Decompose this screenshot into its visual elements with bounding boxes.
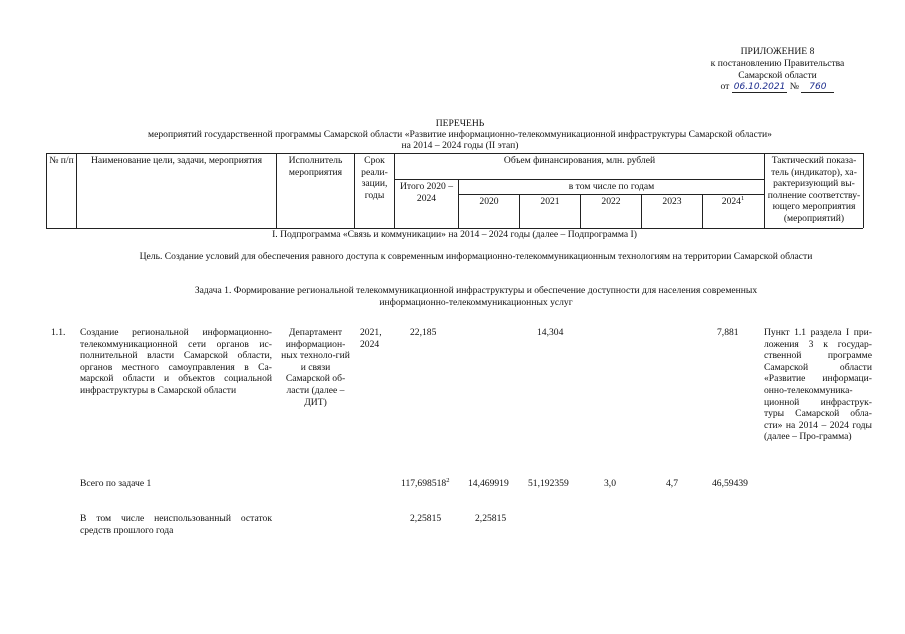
appendix-date-line: от 06.10.2021 № 760	[690, 81, 865, 94]
total-row-2020: 14,469919	[468, 478, 509, 489]
heading: ПЕРЕЧЕНЬ	[435, 118, 485, 129]
col-header-2023: 2023	[662, 196, 682, 207]
col-header-total: Итого 2020 – 2024	[399, 181, 454, 204]
appendix-title: ПРИЛОЖЕНИЕ 8	[740, 46, 815, 57]
col-header-num: № п/п	[49, 155, 74, 166]
goal-text: Цель. Создание условий для обеспечения равного доступа к современным информационно-телекоммуникационным технологиям на территории Самарской области	[139, 251, 813, 262]
subtitle: мероприятий государственной программы Самарской области «Развитие информационно-телекоммуникационной инфраструктуры Самарской области»	[148, 129, 772, 141]
appendix-line1: к постановлению Правительства	[710, 57, 845, 69]
subprogram-title: I. Подпрограмма «Связь и коммуникации» на 2014 – 2024 годы (далее – Подпрограмма I)	[272, 229, 637, 240]
appendix-block	[690, 46, 865, 94]
total-row-2024: 46,59439	[712, 478, 748, 489]
appendix-line2: Самарской области	[738, 69, 817, 81]
col-header-name: Наименование цели, задачи, мероприятия	[91, 155, 262, 166]
total-row-total: 117,698518$^2$	[401, 476, 450, 489]
col-header-2020: 2020	[479, 196, 499, 207]
row-1-1-num: 1.1.	[51, 327, 66, 338]
row-1-1-indicator: Пункт 1.1 раздела I при-ложения 3 к государ-ственной программе Самарской области «Развитие информаци-онно-телекоммуника-ционной инфраструк-туры Самарской обла-сти» на 2014 – 2024 годы (далее – Про-грамма)	[764, 327, 872, 443]
footnote-mark: 1	[740, 194, 745, 202]
row-1-1-2024: 7,881	[717, 327, 739, 338]
document-title	[60, 118, 860, 152]
total-row-label: Всего по задаче 1	[80, 478, 152, 489]
row-1-1-2021: 14,304	[537, 327, 564, 338]
col-header-funding: Объем финансирования, млн. рублей	[503, 155, 656, 166]
total-row-2021: 51,192359	[528, 478, 569, 489]
col-header-by-year: в том числе по годам	[568, 181, 655, 192]
col-header-indicator: Тактический показа-тель (индикатор), ха-рактеризующий вы-полнение соответству-ющего мероприятия (мероприятий)	[767, 155, 861, 224]
total-row-2022: 3,0	[604, 478, 616, 489]
unused-row-label: В том числе неиспользованный остаток средств прошлого года	[80, 513, 272, 536]
row-1-1-name: Создание региональной информационно-телекоммуникационной сети органов ис-полнительной власти Самарской области, органов местного самоуправления в Са-марской области и объектов социальной инфраструктуры в Самарской области	[80, 327, 272, 396]
unused-row-2020: 2,25815	[475, 513, 507, 524]
handwritten-number: 760	[801, 82, 834, 93]
subtitle-period: на 2014 – 2024 годы (II этап)	[401, 140, 519, 152]
unused-row-total: 2,25815	[410, 513, 442, 524]
col-header-term: Срок реали-зации, годы	[361, 155, 388, 201]
task-title: Задача 1. Формирование региональной телекоммуникационной инфраструктуры и обеспечение доступности для населения современных информационно-телекоммуникационных услуг	[194, 285, 758, 308]
total-footnote-mark: 2	[446, 476, 450, 484]
col-header-2022: 2022	[601, 196, 621, 207]
handwritten-date: 06.10.2021	[733, 82, 786, 93]
row-1-1-executor: Департамент информацион-ных техноло-гий и связи Самарской об-ласти (далее – ДИТ)	[281, 327, 350, 408]
total-row-2023: 4,7	[666, 478, 678, 489]
row-1-1-term: 2021, 2024	[360, 327, 382, 350]
col-header-2021: 2021	[540, 196, 560, 207]
col-header-2024: 2024$^1$	[721, 194, 745, 207]
col-header-executor: Исполнитель мероприятия	[288, 155, 343, 178]
row-1-1-total: 22,185	[410, 327, 437, 338]
